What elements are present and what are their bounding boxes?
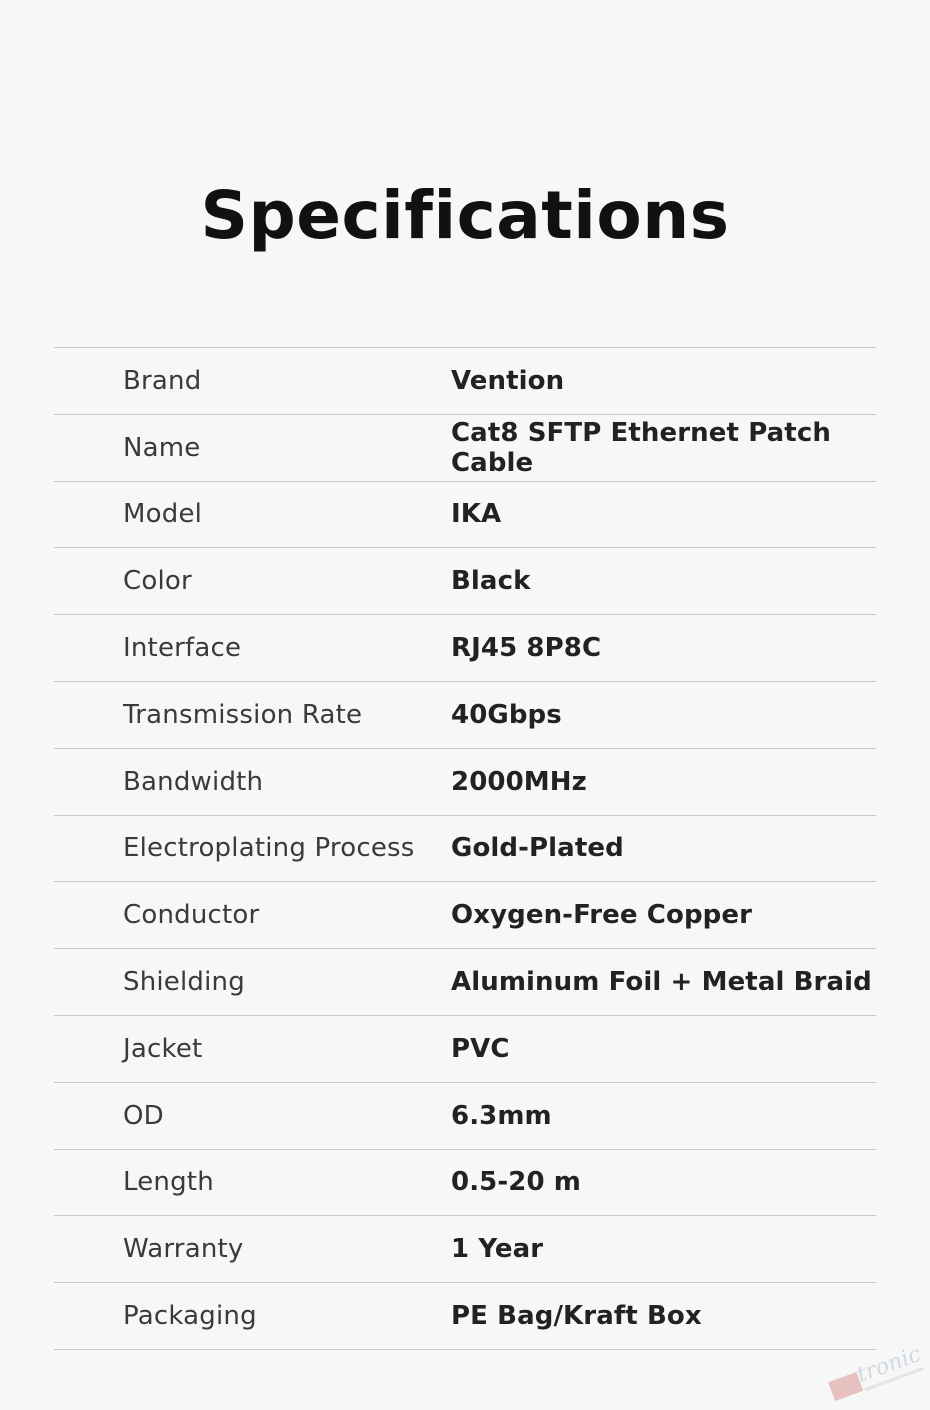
spec-row-transmission-rate: [54, 682, 876, 749]
spec-row-electroplating-process: [54, 816, 876, 883]
spec-row-warranty: [54, 1216, 876, 1283]
spec-table: [54, 347, 876, 1350]
spec-label: Name: [123, 432, 201, 463]
spec-label: Color: [123, 566, 192, 597]
spec-label: Jacket: [123, 1033, 203, 1064]
spec-label: Bandwidth: [123, 766, 264, 797]
spec-value: PVC: [451, 1033, 510, 1064]
spec-value: IKA: [451, 499, 502, 530]
spec-row-name: [54, 415, 876, 482]
spec-row-interface: [54, 615, 876, 682]
spec-row-jacket: [54, 1016, 876, 1083]
spec-label: Brand: [123, 365, 202, 396]
spec-label: Conductor: [123, 900, 260, 931]
spec-label: Warranty: [123, 1234, 244, 1265]
spec-row-length: [54, 1150, 876, 1217]
watermark-text: tronic: [853, 1341, 925, 1388]
page-title: Specifications: [200, 177, 730, 254]
spec-value: 1 Year: [451, 1234, 544, 1265]
spec-label: Electroplating Process: [123, 833, 415, 864]
spec-value: Aluminum Foil + Metal Braid: [451, 967, 872, 998]
spec-value: 40Gbps: [451, 699, 562, 730]
spec-label: Transmission Rate: [123, 699, 363, 730]
spec-value: 0.5-20 m: [451, 1167, 581, 1198]
spec-value: PE Bag/Kraft Box: [451, 1301, 702, 1332]
spec-label: Model: [123, 499, 203, 530]
spec-row-conductor: [54, 882, 876, 949]
spec-row-bandwidth: [54, 749, 876, 816]
spec-value: Gold-Plated: [451, 833, 624, 864]
spec-value: 2000MHz: [451, 766, 587, 797]
spec-row-packaging: [54, 1283, 876, 1350]
spec-label: Shielding: [123, 967, 245, 998]
spec-row-color: [54, 548, 876, 615]
spec-label: Length: [123, 1167, 214, 1198]
spec-label: Interface: [123, 633, 242, 664]
spec-row-od: [54, 1083, 876, 1150]
spec-value: 6.3mm: [451, 1100, 552, 1131]
spec-label: Packaging: [123, 1301, 257, 1332]
spec-value: Cat8 SFTP Ethernet Patch Cable: [451, 417, 831, 478]
spec-row-shielding: [54, 949, 876, 1016]
spec-label: OD: [123, 1100, 164, 1131]
spec-row-brand: [54, 348, 876, 415]
spec-value: RJ45 8P8C: [451, 633, 602, 664]
spec-value: Oxygen-Free Copper: [451, 900, 753, 931]
spec-value: Black: [451, 566, 531, 597]
spec-row-model: [54, 482, 876, 549]
spec-value: Vention: [451, 365, 565, 396]
